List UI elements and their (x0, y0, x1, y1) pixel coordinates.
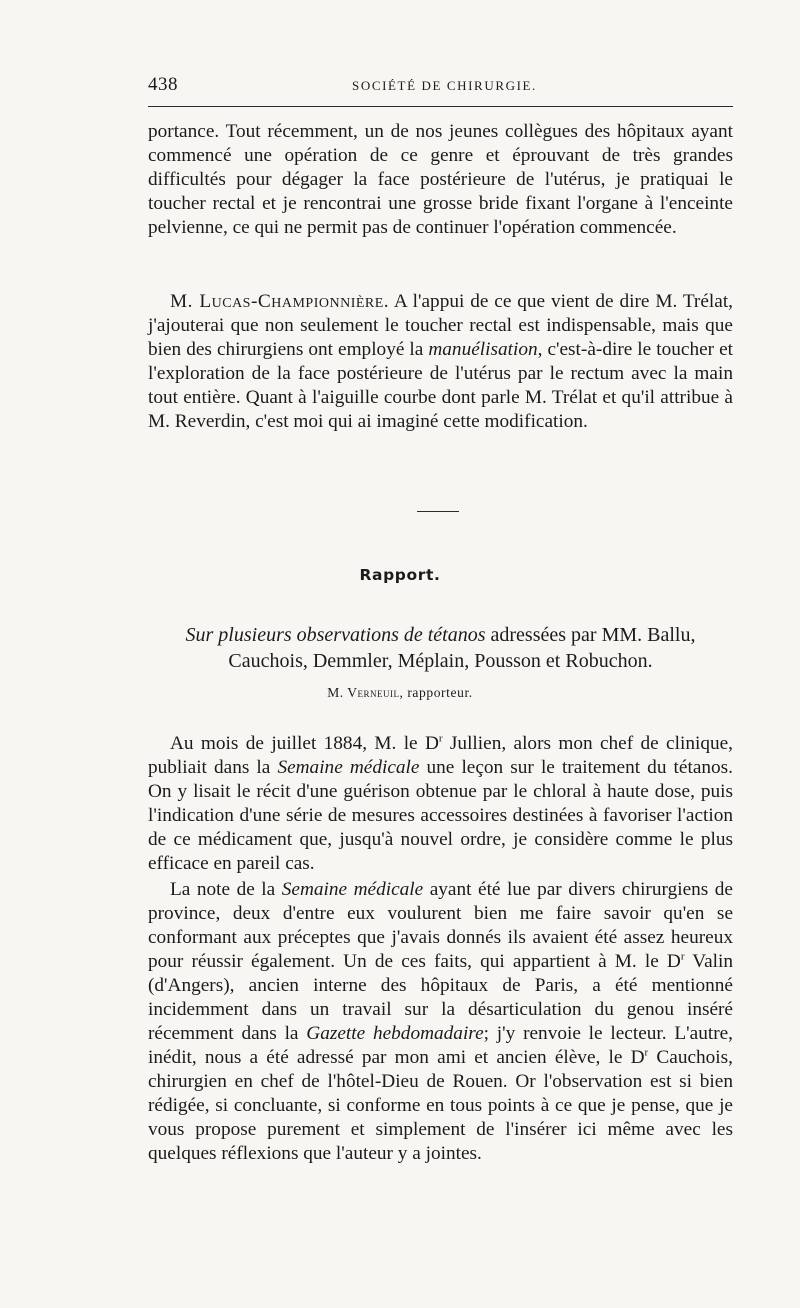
report-subject-italic: Sur plusieurs observations de tétanos (185, 624, 486, 646)
page-number: 438 (148, 74, 178, 95)
paragraph-4 (148, 878, 733, 1166)
paragraph-4-text-c: Valin (d'Angers), ancien interne des hôpitaux de Paris, a été mentionné incidemment dans un travail sur la désarticulation du genou inséré récemment dans la (148, 951, 733, 1044)
italic-term: manuélisation (428, 339, 538, 360)
paragraph-4-text-e: Cauchois, chirurgien en chef de l'hôtel-Dieu de Rouen. Or l'observation est si bien rédigée, si concluante, si conforme en tous points à ce que je pense, que je vous propose purement et simplement de l'insérer ici même avec les quelques réflexions que l'auteur y a jointes. (148, 1047, 733, 1164)
journal-title: Semaine médicale (281, 879, 424, 900)
paragraph-3 (148, 732, 733, 876)
report-subject (148, 622, 733, 674)
journal-title: Semaine médicale (277, 757, 420, 778)
section-separator (417, 511, 459, 512)
report-subject-rest: adressées par MM. Ballu, Cauchois, Demmler, Méplain, Pousson et Robuchon. (228, 624, 696, 672)
paragraph-2-text-b: , c'est-à-dire le toucher et l'exploration de la face postérieure de l'utérus par le rectum avec la main tout entière. Quant à l'aiguille courbe dont parle M. Trélat et qu'il attribue à M. Reverdin, c'est moi qui ai imaginé cette modification. (148, 339, 733, 432)
paragraph-2 (148, 290, 733, 434)
superscript-r: r (680, 950, 685, 963)
running-head (148, 74, 733, 100)
reporter-line (0, 685, 800, 701)
paragraph-4-text-d: ; j'y renvoie le lecteur. L'autre, inédit, nous a été adressé par mon ami et ancien élève, le D (148, 1023, 733, 1068)
paragraph-3-text-c: une leçon sur le traitement du tétanos. On y lisait le récit d'une guérison obtenue par le chloral à haute dose, puis l'indication d'une série de mesures accessoires destinées à favoriser l'action de ce médicament que, jusqu'à nouvel ordre, je considère comme le plus efficace en pareil cas. (148, 757, 733, 874)
journal-title: Gazette hebdomadaire (306, 1023, 484, 1044)
speaker-name: M. Lucas-Championnière. (170, 291, 390, 312)
paragraph-4-text-b: ayant été lue par divers chirurgiens de province, deux d'entre eux voulurent bien me faire savoir qu'en se conformant aux préceptes que j'avais donnés ils avaient été assez heureux pour réussir également. Un de ces faits, qui appartient à M. le D (148, 879, 733, 972)
paragraph-1: portance. Tout récemment, un de nos jeunes collègues des hôpitaux ayant commencé une opération de ce genre et éprouvant de très grandes difficultés pour dégager la face postérieure de l'utérus, je pratiquai le toucher rectal et je rencontrai une grosse bride fixant l'organe à l'enceinte pelvienne, ce qui ne permit pas de continuer l'opération commencée. (148, 121, 733, 238)
paragraph-2-text-a: A l'appui de ce que vient de dire M. Trélat, j'ajouterai que non seulement le toucher rectal est indispensable, mais que bien des chirurgiens ont employé la (148, 291, 733, 360)
reporter-name: M. Verneuil, (327, 685, 404, 700)
header-rule (148, 106, 733, 107)
running-title: SOCIÉTÉ DE CHIRURGIE. (352, 78, 537, 93)
reporter-role: rapporteur. (403, 685, 473, 700)
superscript-r: r (644, 1046, 649, 1059)
paragraph-3-text-b: Jullien, alors mon chef de clinique, publiait dans la (148, 733, 733, 778)
paragraph-3-text-a: Au mois de juillet 1884, M. le D (170, 733, 439, 754)
superscript-r: r (438, 732, 443, 745)
paragraph-4-text-a: La note de la (170, 879, 282, 900)
section-title: Rapport. (359, 566, 441, 584)
